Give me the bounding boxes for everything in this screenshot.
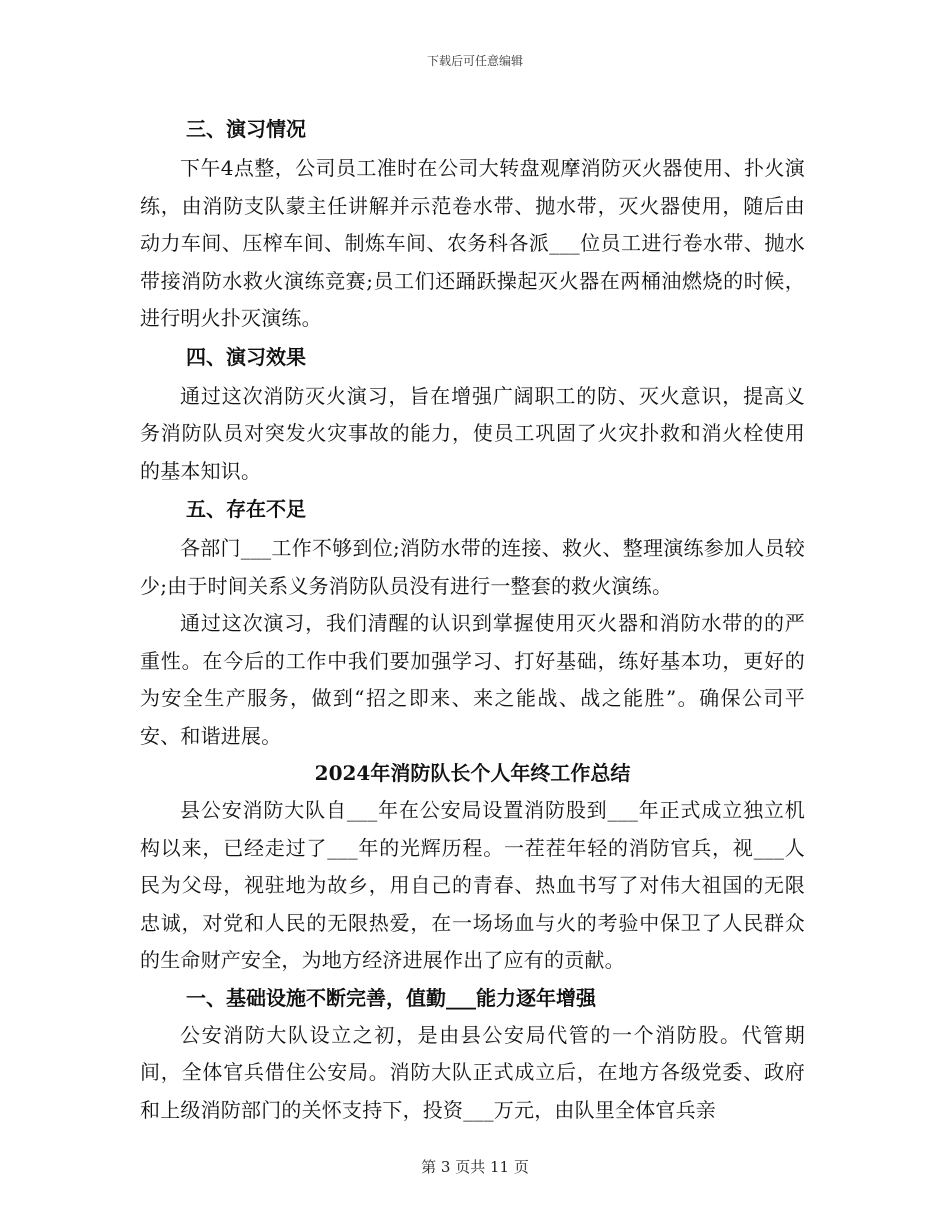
section-heading-drill-situation: 三、演习情况 (186, 117, 306, 141)
page-footer: 第 3 页共 11 页 (421, 1158, 529, 1176)
paragraph-drill-situation: 下午4点整，公司员工准时在公司大转盘观摩消防灭火器使用、扑火演练，由消防支队蒙主任讲解并示范卷水带、抛水带，灭火器使用，随后由动力车间、压榨车间、制炼车间、农务科各派___位员工进行卷水带、抛水带接消防水救火演练竞赛;员工们还踊跃操起灭火器在两桶油燃烧的时候，进行明火扑灭演练。 (140, 156, 805, 330)
paragraph-infrastructure: 公安消防大队设立之初，是由县公安局代管的一个消防股。代管期间，全体官兵借住公安局。消防大队正式成立后，在地方各级党委、政府和上级消防部门的关怀支持下，投资___万元，由队里全体官兵亲 (140, 1022, 805, 1122)
paragraph-intro: 县公安消防大队自___年在公安局设置消防股到___年正式成立独立机构以来，已经走过了___年的光辉历程。一茬茬年轻的消防官兵，视___人民为父母，视驻地为故乡，用自己的青春、热血书写了对伟大祖国的无限忠诚，对党和人民的无限热爱，在一场场血与火的考验中保卫了人民群众的生命财产安全，为地方经济进展作出了应有的贡献。 (140, 798, 805, 972)
document-body (140, 112, 805, 1129)
paragraph-drill-effect: 通过这次消防灭火演习，旨在增强广阔职工的防、灭火意识，提高义务消防队员对突发火灾事故的能力，使员工巩固了火灾扑救和消火栓使用的基本知识。 (140, 383, 805, 483)
paragraph-conclusion: 通过这次演习，我们清醒的认识到掌握使用灭火器和消防水带的的严重性。在今后的工作中我们要加强学习、打好基础，练好基本功，更好的为安全生产服务，做到“招之即来、来之能战、战之能胜”。确保公司平安、和谐进展。 (140, 611, 805, 748)
section-heading-shortcomings: 五、存在不足 (186, 497, 306, 521)
section-heading-infrastructure: 一、基础设施不断完善，值勤___能力逐年增强 (186, 985, 596, 1010)
section-heading-drill-effect: 四、演习效果 (186, 344, 306, 369)
document-title: 2024年消防队长个人年终工作总结 (314, 761, 631, 785)
page-header: 下载后可任意编辑 (426, 54, 523, 68)
paragraph-shortcomings: 各部门___工作不够到位;消防水带的连接、救火、整理演练参加人员较少;由于时间关系义务消防队员没有进行一整套的救火演练。 (140, 536, 805, 598)
